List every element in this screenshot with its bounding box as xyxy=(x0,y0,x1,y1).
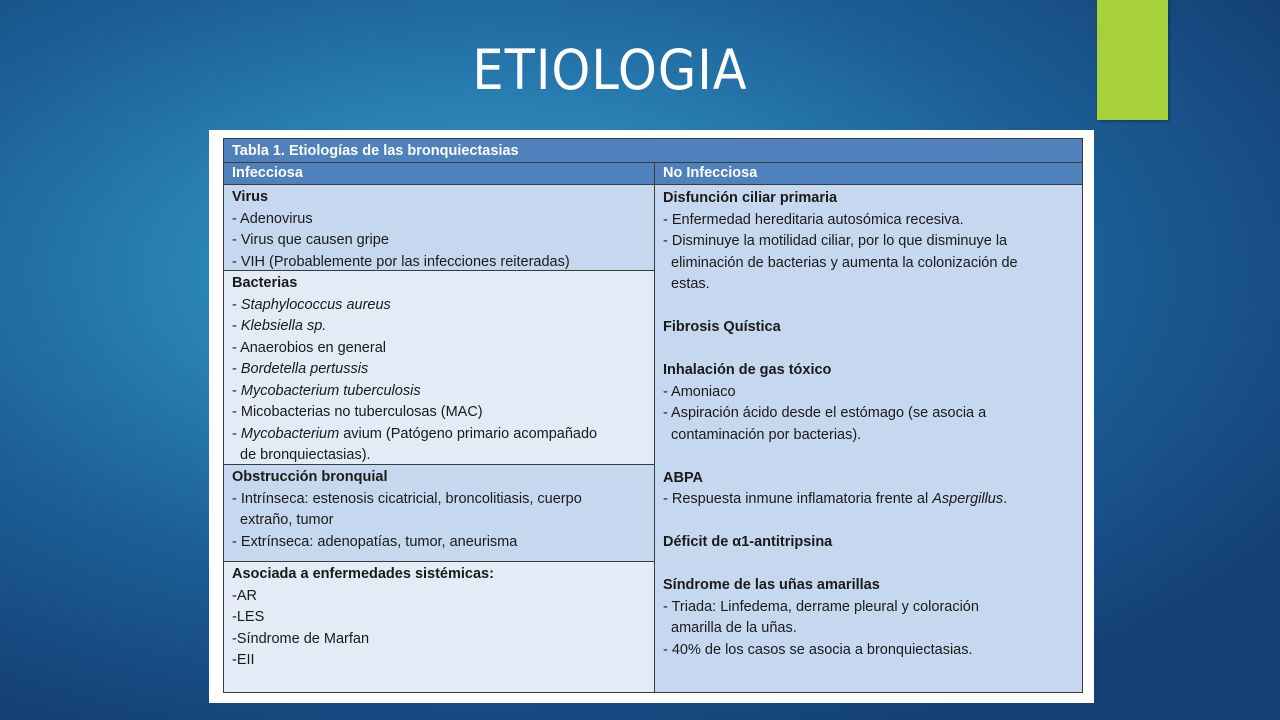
sistemica-item: -AR xyxy=(232,587,257,604)
unas-item: amarilla de la uñas. xyxy=(671,620,797,636)
obstruccion-item: - Extrínseca: adenopatías, tumor, aneurisma xyxy=(232,533,518,550)
alfa-heading: Déficit de α1-antitripsina xyxy=(663,534,833,550)
section-bacterias xyxy=(224,271,654,465)
virus-item: - VIH (Probablemente por las infecciones reiteradas) xyxy=(232,253,570,270)
bacteria-name: Klebsiella sp. xyxy=(240,318,327,334)
unas-item: - 40% de los casos se asocia a bronquiectasias. xyxy=(663,641,973,658)
bacteria-item: - Mycobacterium tuberculosis xyxy=(232,382,421,399)
spacer xyxy=(663,511,1074,533)
bacteria-item: - Micobacterias no tuberculosas (MAC) xyxy=(232,404,483,420)
ciliar-item: estas. xyxy=(671,276,710,292)
obstruccion-item: extraño, tumor xyxy=(240,512,334,528)
slide-title: ETIOLOGIA xyxy=(472,38,748,102)
bacteria-note: avium (Patógeno primario acompañado xyxy=(339,425,598,442)
abpa-organism: Aspergillus xyxy=(932,491,1004,507)
virus-heading: Virus xyxy=(232,189,269,205)
infecciosa-column xyxy=(224,185,655,692)
table-header-row xyxy=(224,163,1082,185)
gas-heading: Inhalación de gas tóxico xyxy=(663,362,832,378)
sistemica-item: -Síndrome de Marfan xyxy=(232,630,370,647)
spacer xyxy=(663,446,1074,468)
section-sistemicas xyxy=(224,562,654,692)
virus-item: - Adenovirus xyxy=(232,210,313,227)
ciliar-item: - Enfermedad hereditaria autosómica recesiva. xyxy=(663,211,964,228)
ciliar-item: - Disminuye la motilidad ciliar, por lo que disminuye la xyxy=(663,233,1008,249)
table-image xyxy=(209,130,1094,703)
abpa-item xyxy=(663,489,1074,511)
bacteria-name: Mycobacterium xyxy=(240,425,340,442)
bacterias-heading: Bacterias xyxy=(232,275,298,291)
no-infecciosa-column xyxy=(655,185,1082,692)
table-body xyxy=(224,185,1082,692)
bacteria-item: - Mycobacterium avium (Patógeno primario acompañado xyxy=(232,425,598,442)
spacer xyxy=(663,339,1074,361)
abpa-heading: ABPA xyxy=(663,469,704,486)
spacer xyxy=(663,296,1074,318)
unas-item: - Triada: Linfedema, derrame pleural y coloración xyxy=(663,598,979,615)
section-obstruccion xyxy=(224,465,654,562)
section-virus xyxy=(224,185,654,271)
bacteria-name: Bordetella pertussis xyxy=(240,361,369,377)
bacteria-item: - Klebsiella sp. xyxy=(232,318,327,334)
bacteria-name: Anaerobios en general xyxy=(240,339,386,356)
abpa-period: . xyxy=(1003,491,1008,507)
bacteria-item: - Anaerobios en general xyxy=(232,339,386,356)
header-infecciosa: Infecciosa xyxy=(224,163,655,184)
unas-heading: Síndrome de las uñas amarillas xyxy=(663,577,880,593)
obstruccion-heading: Obstrucción bronquial xyxy=(232,469,388,485)
gas-item: - Amoniaco xyxy=(663,383,736,400)
spacer xyxy=(663,554,1074,576)
etiology-table xyxy=(223,138,1083,693)
gas-item: contaminación por bacterias). xyxy=(671,426,862,443)
sistemicas-heading: Asociada a enfermedades sistémicas: xyxy=(232,566,494,582)
ciliar-heading: Disfunción ciliar primaria xyxy=(663,190,838,206)
gas-item: - Aspiración ácido desde el estómago (se asocia a xyxy=(663,405,987,421)
bacteria-item: - Staphylococcus aureus xyxy=(232,296,391,313)
bacteria-name: Micobacterias no tuberculosas (MAC) xyxy=(240,404,483,420)
bacteria-name: Mycobacterium tuberculosis xyxy=(240,382,421,399)
obstruccion-item: - Intrínseca: estenosis cicatricial, broncolitiasis, cuerpo xyxy=(232,490,582,507)
virus-item: - Virus que causen gripe xyxy=(232,232,389,248)
bacteria-name: Staphylococcus aureus xyxy=(240,296,391,313)
ciliar-item: eliminación de bacterias y aumenta la colonización de xyxy=(671,254,1018,271)
bacteria-item: - Bordetella pertussis xyxy=(232,361,369,377)
abpa-text: - Respuesta inmune inflamatoria frente al xyxy=(663,491,933,507)
sistemica-item: -EII xyxy=(232,652,255,668)
sistemica-item: -LES xyxy=(232,609,265,625)
fibrosis-heading: Fibrosis Quística xyxy=(663,319,781,335)
header-no-infecciosa: No Infecciosa xyxy=(655,163,1082,184)
table-caption: Tabla 1. Etiologías de las bronquiectasias xyxy=(224,139,1082,163)
bacteria-note-cont: de bronquiectasias). xyxy=(240,447,371,463)
